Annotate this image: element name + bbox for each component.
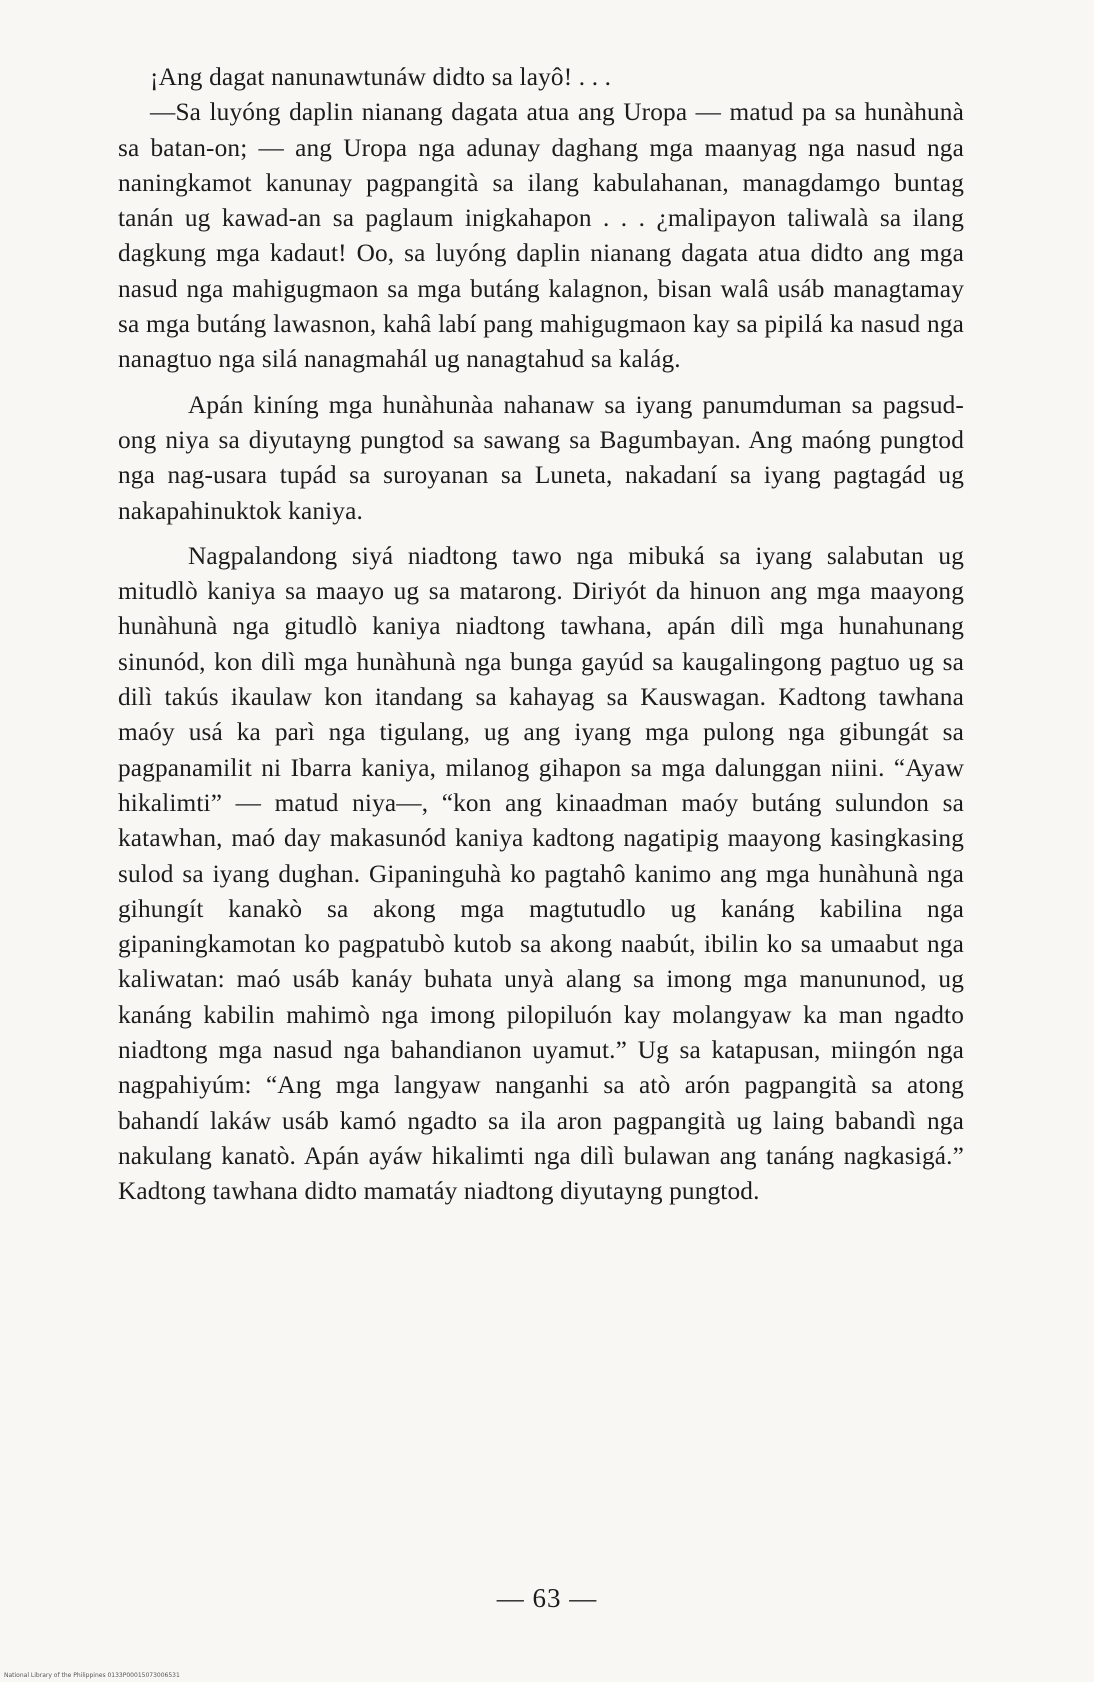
paragraph-4: Nagpalandong siyá niadtong tawo nga mibuká sa iyang salabutan ug mitudlò kaniya sa maayo ug sa matarong. Diriyót da hinuon ang mga maayong hunàhunà nga gitudlò kaniya niadtong tawhana, apán dilì mga hunahunang sinunód, kon dilì mga hunàhunà nga bunga gayúd sa kaugalingong pagtuo ug sa dilì takús ikaulaw kon itandang sa kahayag sa Kauswagan. Kadtong tawhana maóy usá ka parì nga tigulang, ug ang iyang mga pulong nga gibungát sa pagpanamilit ni Ibarra kaniya, milanog gihapon sa mga dalunggan niini. “Ayaw hikalimti” — matud niya—, “kon ang kinaadman maóy butáng sulundon sa katawhan, maó day makasunód kaniya kadtong nagatipig maayong kasingkasing sulod sa iyang dughan. Gipaninguhà ko pagtahô kanimo ang mga hunàhunà nga gihungít kanakò sa akong mga magtutudlo ug kanáng kabilina nga gipaningkamotan ko pagpatubò kutob sa akong naabút, ibilin ko sa umaabut nga kaliwatan: maó usáb kanáy buhata unyà alang sa imong mga manununod, ug kanáng kabilin mahimò nga imong pilopiluón kay molangyaw ka man ngadto niadtong mga nasud nga bahandianon uyamut.” Ug sa katapusan, miingón nga nagpahiyúm: “Ang mga langyaw nanganhi sa atò arón pagpangità sa atong bahandí lakáw usáb kamó ngadto sa ila aron pagpangità ug laing babandì nga nakulang kanatò. Apán ayáw hikalimti nga dilì bulawan ang tanáng nagkasigá.” Kadtong tawhana didto mamatáy niadtong diyutayng pungtod. <box>118 541 964 1206</box>
footer-credit: National Library of the Philippines 0133P00015073006531 <box>4 1672 180 1679</box>
page-number: — 63 — <box>496 1583 598 1613</box>
paragraph-2: —Sa luyóng daplin nianang dagata atua ang Uropa — matud pa sa hunàhunà sa batan-on; — ang Uropa nga adunay daghang mga maanyag nga nasud nga naningkamot kanunay pagpangità sa ilang kabulahanan, managdamgo buntag tanán ug kawad-an sa paglaum inigkahapon . . . ¿malipayon taliwalà sa ilang dagkung mga kadaut! Oo, sa luyóng daplin nianang dagata atua didto ang mga nasud nga mahigugmaon sa mga butáng kalagnon, bisan walâ usáb managtamay sa mga butáng lawasnon, kahâ labí pang mahigugmaon kay sa pipilá ka nasud nga nanagtuo nga silá nanagmahál ug nanagtahud sa kalág. <box>118 98 964 374</box>
body-text <box>118 60 964 1210</box>
paragraph-1: ¡Ang dagat nanunawtunáw didto sa layô! . . . <box>150 63 612 91</box>
paragraph-3: Apán kiníng mga hunàhunàa nahanaw sa iyang panumduman sa pagsud-ong niya sa diyutayng pungtod sa sawang sa Bagumbayan. Ang maóng pungtod nga nag-usara tupád sa suroyanan sa Luneta, nakadaní sa iyang pagtagád ug nakapahinuktok kaniya. <box>118 390 964 525</box>
